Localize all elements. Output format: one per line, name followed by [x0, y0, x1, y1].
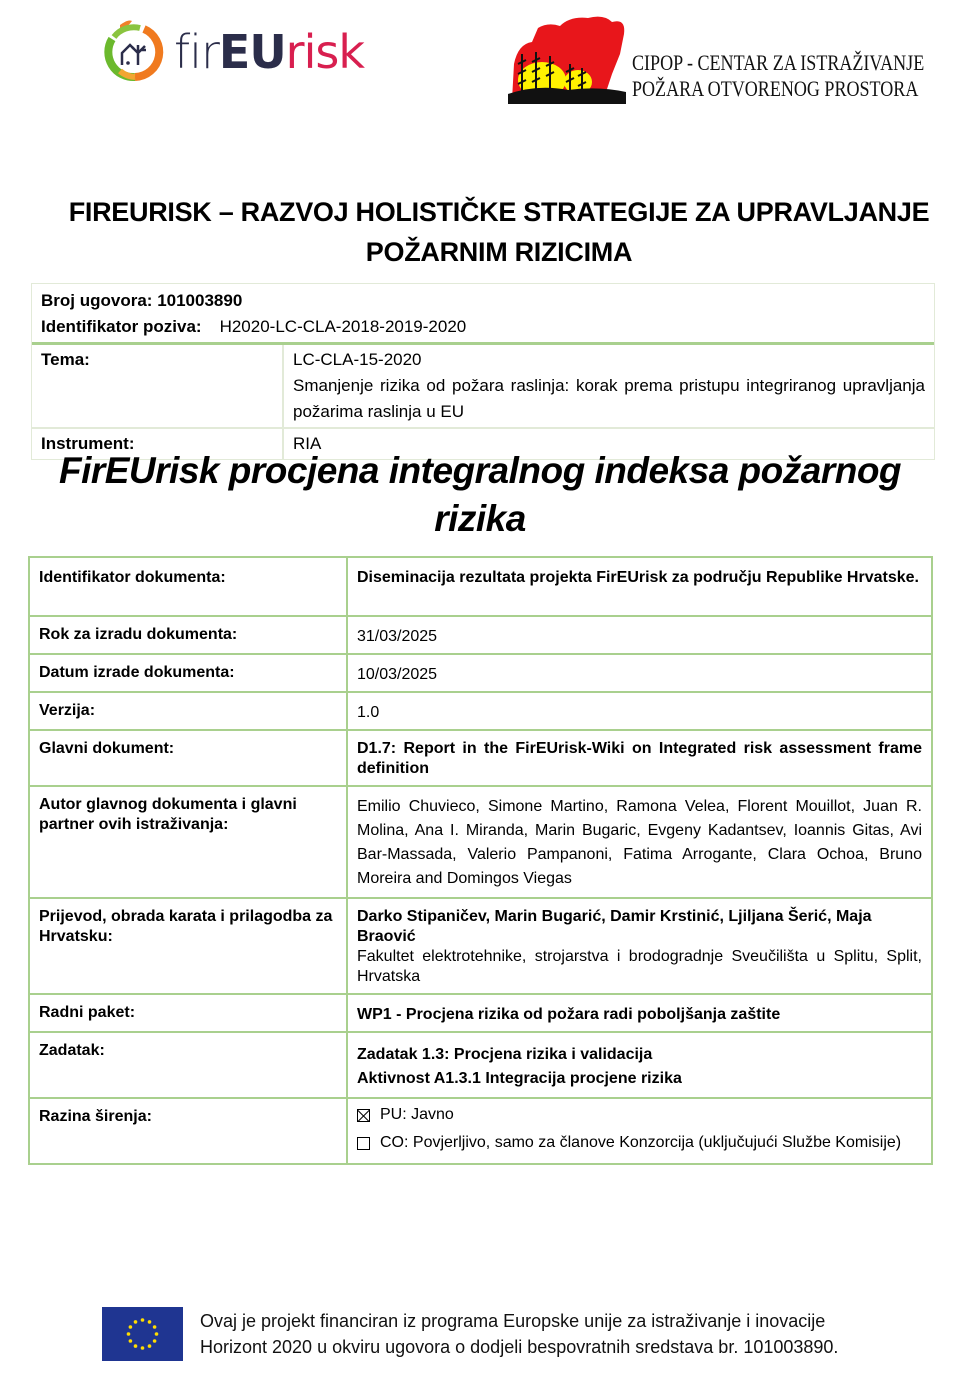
table-row — [29, 786, 932, 898]
fireurisk-logo-icon — [100, 17, 170, 87]
project-title-line2: POŽARNIM RIZICIMA — [365, 237, 633, 267]
translators: Darko Stipaničev, Marin Bugarić, Damir Krstinić, Ljiljana Šerić, Maja Braović — [357, 908, 872, 945]
dissemination-option-public[interactable] — [357, 1101, 922, 1129]
table-row — [29, 730, 932, 786]
instrument-value: RIA — [293, 434, 322, 453]
option-label: PU: Javno — [380, 1106, 454, 1123]
translation-label: Prijevod, obrada karata i prilagodba za Hrvatsku: — [29, 898, 347, 994]
translators-affiliation: Fakultet elektrotehnike, strojarstva i brodogradnje Sveučilišta u Splitu, Split, Hrvatska — [357, 948, 922, 985]
table-row — [29, 692, 932, 730]
contract-number-value: 101003890 — [157, 291, 243, 310]
project-title — [40, 192, 958, 272]
translation-value — [347, 898, 932, 994]
main-author-value: Emilio Chuvieco, Simone Martino, Ramona Velea, Florent Mouillot, Juan R. Molina, Ana I. Miranda, Marin Bugaric, Evgeny Kadantsev, Ioannis Gitas, Avi Bar-Massada, Valerio Pampanoni, Fatima Arrogante, Clara Ochoa, Bruno Moreira and Domingos Viegas — [347, 786, 932, 898]
table-row — [29, 898, 932, 994]
work-package-label: Radni paket: — [29, 994, 347, 1032]
call-identifier — [41, 314, 925, 340]
cipop-name-line2: POŽARA OTVORENOG PROSTORA — [632, 76, 919, 101]
table-row — [29, 1098, 932, 1164]
contract-header — [32, 284, 934, 345]
deadline-value: 31/03/2025 — [347, 616, 932, 654]
version-value: 1.0 — [347, 692, 932, 730]
document-title-line2: rizika — [434, 498, 526, 539]
checkbox-unchecked-icon[interactable] — [357, 1137, 370, 1150]
main-document-label: Glavni dokument: — [29, 730, 347, 786]
call-identifier-label: Identifikator poziva: — [41, 317, 202, 336]
option-label: CO: Povjerljivo, samo za članove Konzorcija (uključujući Službe Komisije) — [380, 1134, 902, 1151]
eu-flag-icon — [102, 1307, 183, 1361]
document-id-value: Diseminacija rezultata projekta FirEUrisk za području Republike Hrvatske. — [347, 557, 932, 616]
call-identifier-value: H2020-LC-CLA-2018-2019-2020 — [219, 317, 467, 336]
creation-date-value: 10/03/2025 — [347, 654, 932, 692]
dissemination-level-value — [347, 1098, 932, 1164]
table-row — [29, 616, 932, 654]
table-row — [29, 1032, 932, 1098]
fireurisk-logo — [100, 14, 370, 90]
fireurisk-wordmark: firEUrisk — [174, 25, 364, 79]
topic-code: LC-CLA-15-2020 — [293, 350, 422, 369]
document-title — [30, 447, 930, 543]
creation-date-label: Datum izrade dokumenta: — [29, 654, 347, 692]
task-line: Zadatak 1.3: Procjena rizika i validacija — [357, 1046, 653, 1063]
document-info-table — [28, 556, 933, 1165]
topic-row — [32, 345, 934, 429]
task-label: Zadatak: — [29, 1032, 347, 1098]
funding-footer — [102, 1305, 922, 1363]
task-value — [347, 1032, 932, 1098]
cipop-name-line1: CIPOP - CENTAR ZA ISTRAŽIVANJE — [632, 50, 925, 75]
funding-line1: Ovaj je projekt financiran iz programa Europske unije za istraživanje i inovacije — [200, 1311, 826, 1331]
topic-value — [284, 345, 934, 427]
work-package-value: WP1 - Procjena rizika od požara radi poboljšanja zaštite — [347, 994, 932, 1032]
project-title-line1: FIREURISK – RAZVOJ HOLISTIČKE STRATEGIJE ZA UPRAVLJANJE — [68, 197, 930, 227]
document-id-label: Identifikator dokumenta: — [29, 557, 347, 616]
cipop-name — [632, 50, 924, 102]
main-author-label: Autor glavnog dokumenta i glavni partner ovih istraživanja: — [29, 786, 347, 898]
dissemination-option-confidential[interactable] — [357, 1129, 922, 1157]
table-row — [29, 654, 932, 692]
topic-description: Smanjenje rizika od požara raslinja: korak prema pristupu integriranog upravljanja požarima raslinja u EU — [293, 376, 925, 421]
contract-number — [41, 288, 925, 314]
topic-label: Tema: — [32, 345, 284, 427]
dissemination-level-label: Razina širenja: — [29, 1098, 347, 1164]
instrument-label: Instrument: — [32, 429, 284, 459]
funding-statement — [200, 1308, 838, 1360]
contract-number-label: Broj ugovora: — [41, 291, 153, 310]
cipop-logo — [508, 12, 925, 104]
document-title-line1: FirEUrisk procjena integralnog indeksa požarnog — [58, 450, 902, 491]
version-label: Verzija: — [29, 692, 347, 730]
funding-line2: Horizont 2020 u okviru ugovora o dodjeli bespovratnih sredstava br. 101003890. — [200, 1337, 839, 1357]
table-row — [29, 557, 932, 616]
forest-fire-icon — [508, 14, 628, 104]
checkbox-checked-icon[interactable] — [357, 1109, 370, 1122]
deadline-label: Rok za izradu dokumenta: — [29, 616, 347, 654]
contract-info-table — [31, 283, 935, 460]
main-document-value: D1.7: Report in the FirEUrisk-Wiki on Integrated risk assessment frame definition — [347, 730, 932, 786]
activity-line: Aktivnost A1.3.1 Integracija procjene rizika — [357, 1070, 682, 1087]
table-row — [29, 994, 932, 1032]
